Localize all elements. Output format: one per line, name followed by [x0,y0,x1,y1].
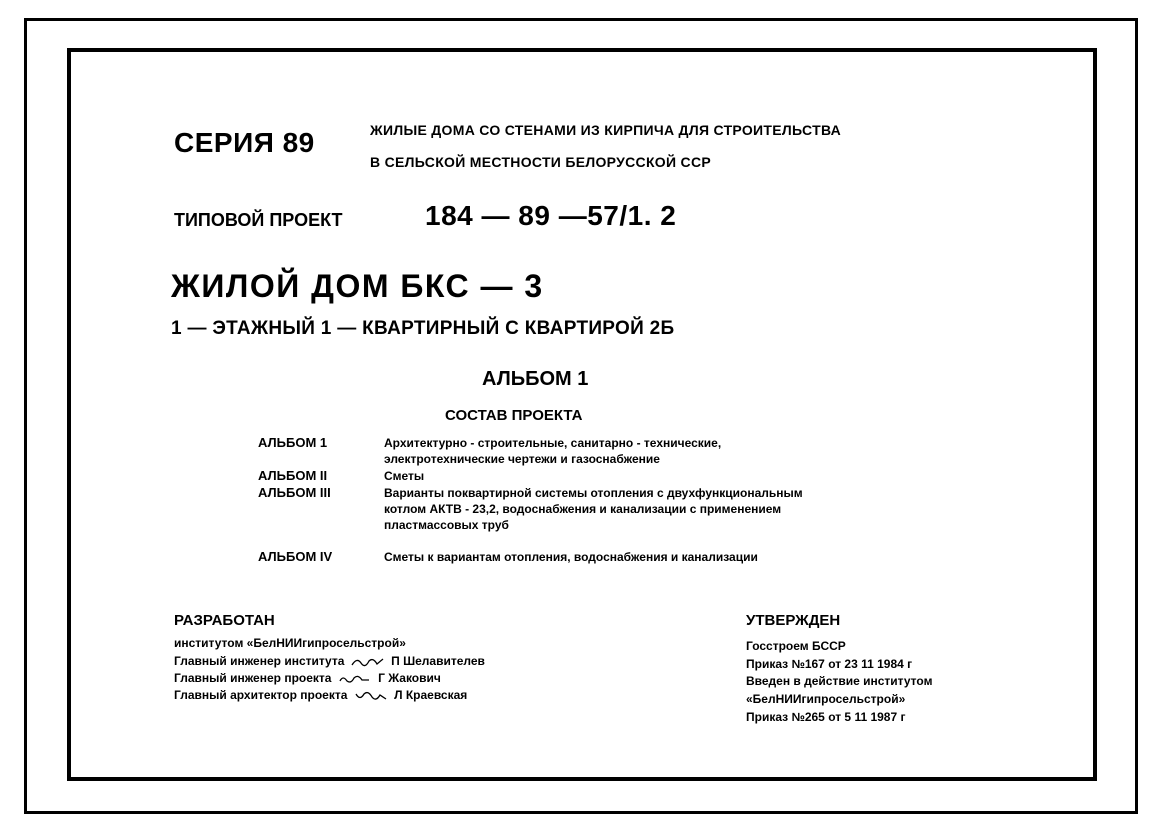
signature-line-chief-engineer-project [174,671,441,686]
signature-icon [354,689,388,703]
contents-item-line: Сметы [384,469,425,483]
contents-item-desc [384,485,803,533]
name: Л Краевская [394,688,468,702]
contents-item-line: котлом АКТВ - 23,2, водоснабжения и канализации с применением [384,502,782,516]
approved-line: «БелНИИгипросельстрой» [746,692,906,706]
project-label: ТИПОВОЙ ПРОЕКТ [174,210,343,230]
contents-item-line: Архитектурно - строительные, санитарно - технические, [384,436,722,450]
signature-line-chief-architect [174,688,467,703]
contents-item-desc [384,549,758,565]
contents-item-line: Варианты поквартирной системы отопления с двухфункциональным [384,486,803,500]
contents-item-desc [384,435,721,467]
signature-icon [338,672,372,686]
house-title: ЖИЛОЙ ДОМ БКС — 3 [171,268,544,304]
name: Г Жакович [378,671,441,685]
series-label: СЕРИЯ 89 [174,127,315,158]
signature-icon [351,655,385,669]
series-description [370,114,841,178]
role: Главный инженер проекта [174,671,332,685]
approved-line: Госстроем БССР [746,639,846,653]
project-number: 184 — 89 —57/1. 2 [425,200,677,231]
name: П Шелавителев [391,654,485,668]
contents-item-line: пластмассовых труб [384,518,509,532]
signature-line-chief-engineer-institute [174,654,485,669]
developed-institute: институтом «БелНИИгипросельстрой» [174,636,406,650]
approved-line: Приказ №265 от 5 11 1987 г [746,710,906,724]
contents-item-name: АЛЬБОМ III [258,485,331,500]
developed-title: РАЗРАБОТАН [174,612,275,629]
album-title: АЛЬБОМ 1 [482,368,589,390]
approved-title: УТВЕРЖДЕН [746,612,841,629]
contents-item-name: АЛЬБОМ 1 [258,435,328,450]
series-desc-line2: В СЕЛЬСКОЙ МЕСТНОСТИ БЕЛОРУССКОЙ ССР [370,154,712,170]
contents-item-line: Сметы к вариантам отопления, водоснабжения и канализации [384,550,758,564]
approved-line: Приказ №167 от 23 11 1984 г [746,657,913,671]
approved-line: Введен в действие институтом [746,674,933,688]
contents-item-desc [384,468,424,484]
house-subtitle: 1 — ЭТАЖНЫЙ 1 — КВАРТИРНЫЙ С КВАРТИРОЙ 2Б [171,318,675,339]
contents-item-name: АЛЬБОМ II [258,468,328,483]
series-desc-line1: ЖИЛЫЕ ДОМА СО СТЕНАМИ ИЗ КИРПИЧА ДЛЯ СТРОИТЕЛЬСТВА [370,122,842,138]
role: Главный архитектор проекта [174,688,348,702]
contents-item-line: электротехнические чертежи и газоснабжение [384,452,660,466]
contents-title: СОСТАВ ПРОЕКТА [445,407,583,424]
contents-item-name: АЛЬБОМ IV [258,549,333,564]
role: Главный инженер института [174,654,345,668]
